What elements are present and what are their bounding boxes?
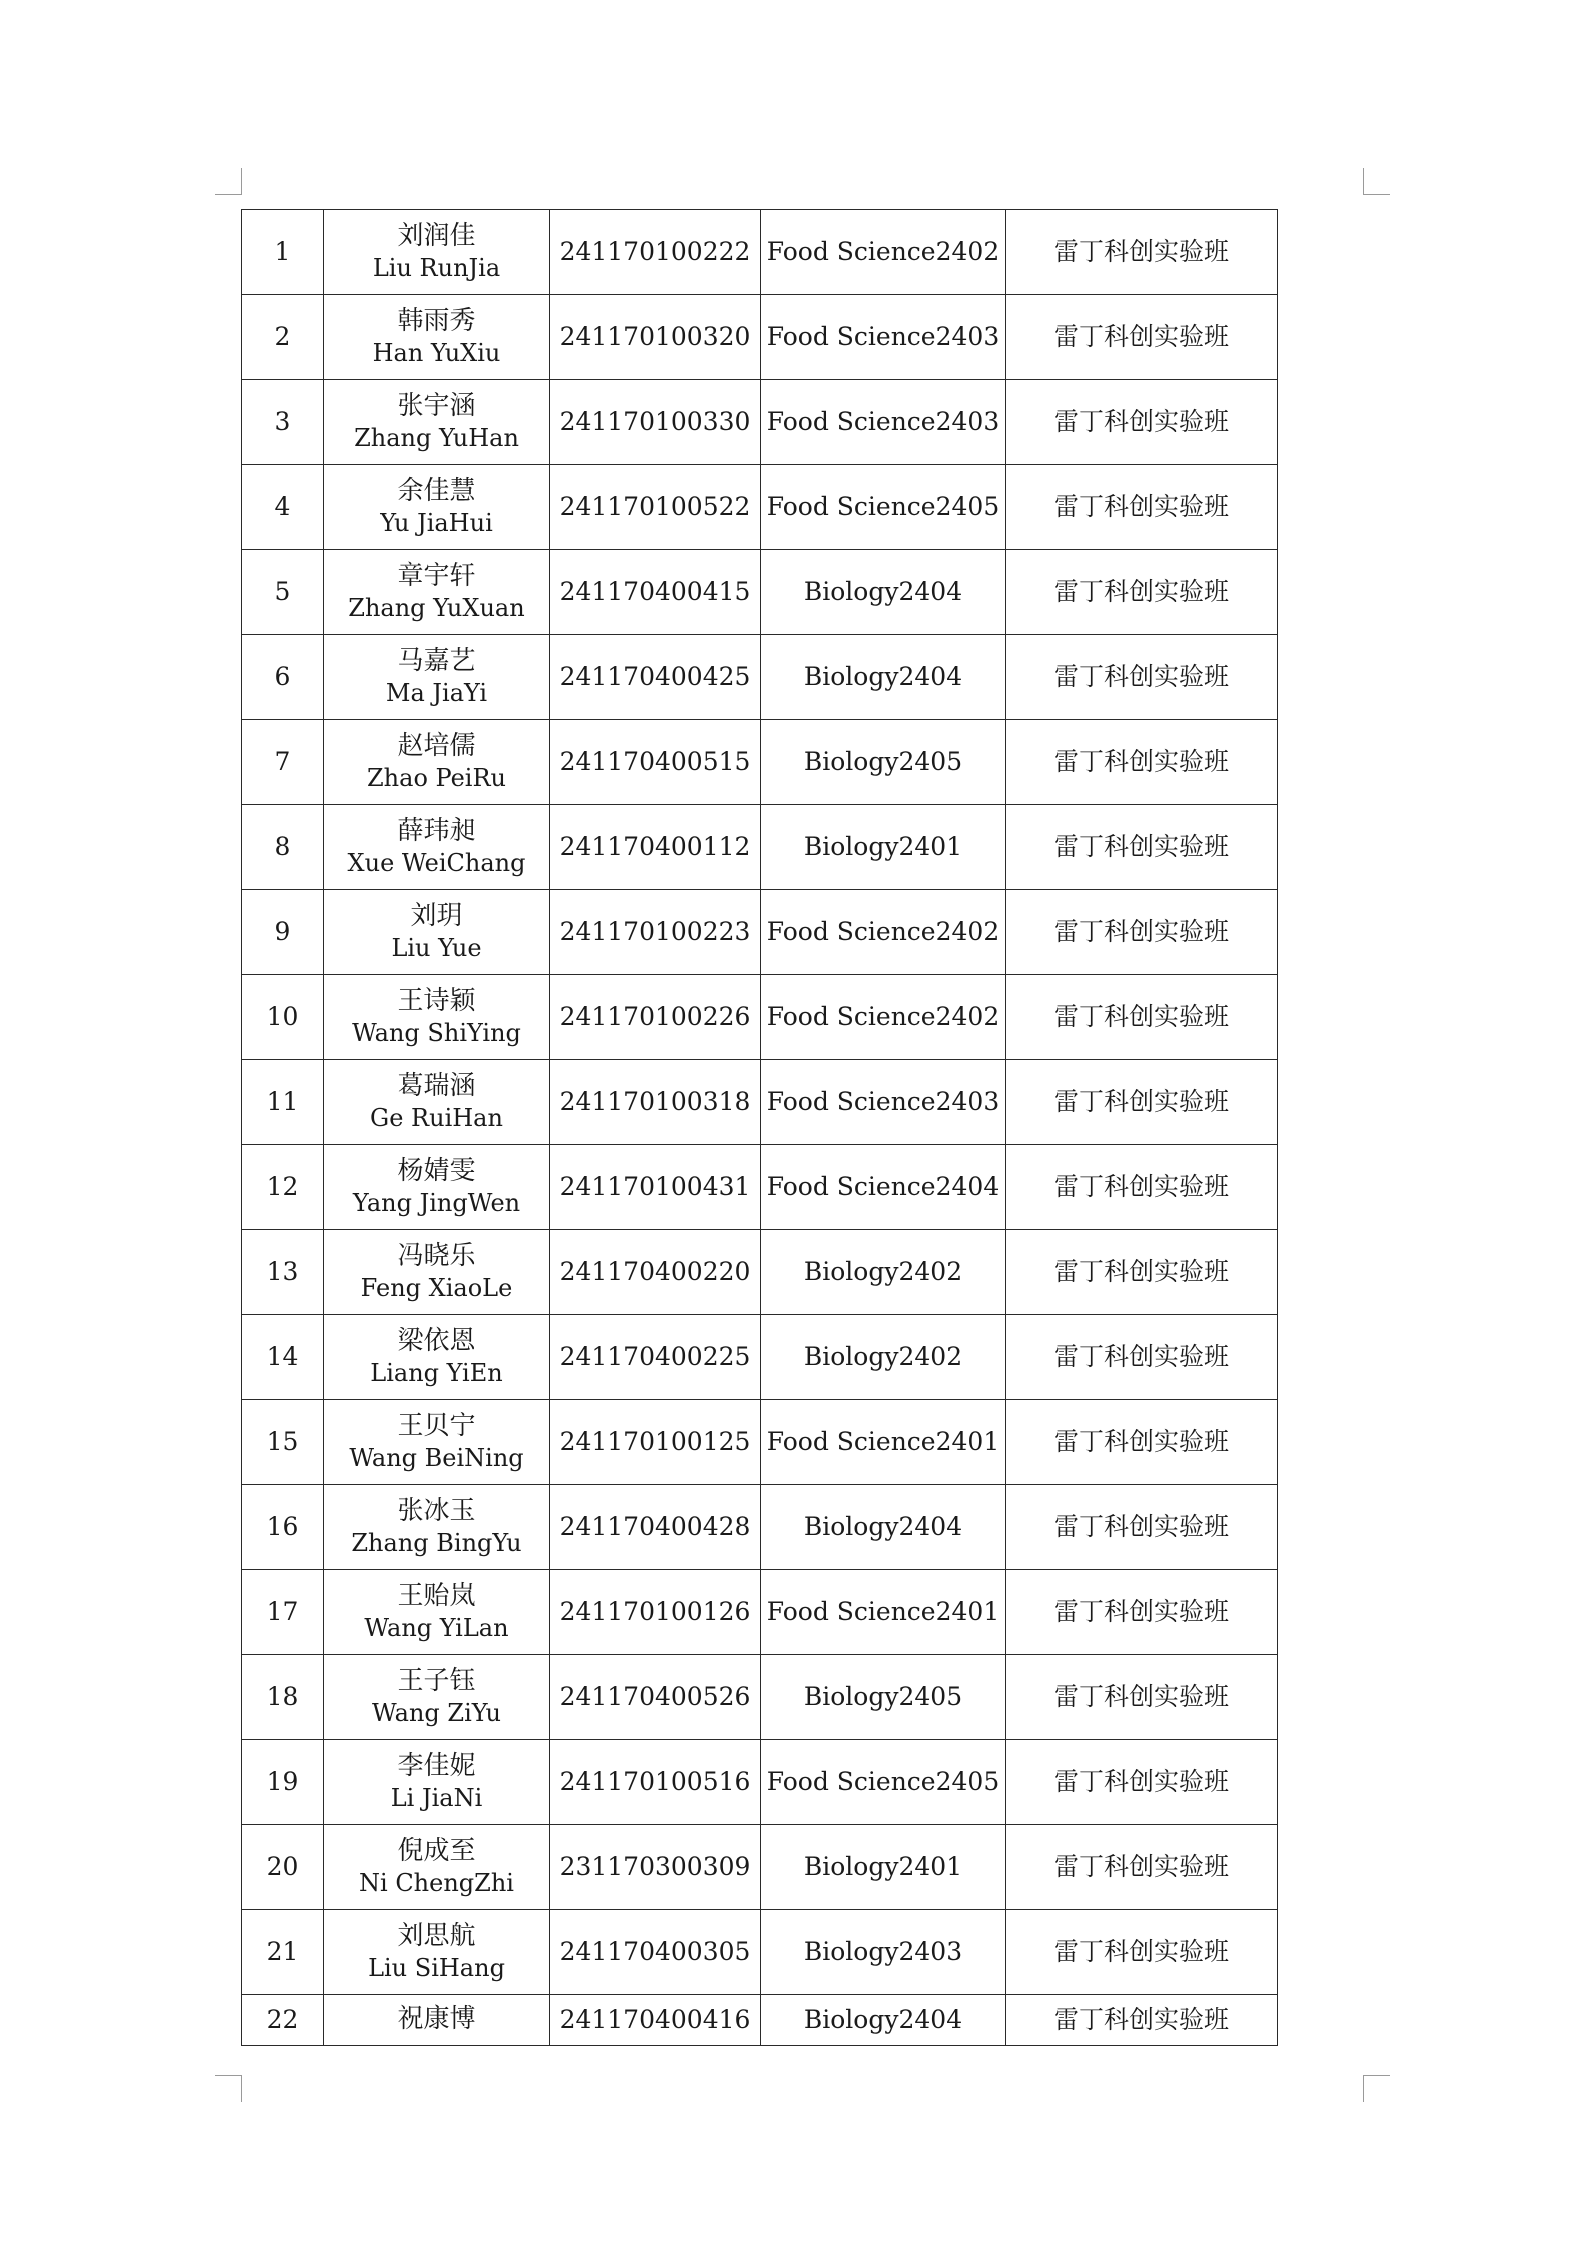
class-name: Biology2405 [761, 720, 1006, 805]
row-number: 16 [242, 1485, 324, 1570]
table-row [242, 1400, 1278, 1485]
program-name: 雷丁科创实验班 [1006, 890, 1278, 975]
row-number: 13 [242, 1230, 324, 1315]
table-row [242, 1145, 1278, 1230]
table-row [242, 1910, 1278, 1995]
class-name: Biology2402 [761, 1315, 1006, 1400]
student-id: 241170400416 [550, 1995, 761, 2046]
row-number: 17 [242, 1570, 324, 1655]
student-name-chinese: 马嘉艺 [397, 645, 476, 676]
student-name-english: Wang ZiYu [372, 1699, 501, 1728]
class-name: Food Science2402 [761, 890, 1006, 975]
program-name: 雷丁科创实验班 [1006, 1825, 1278, 1910]
student-name-cell [324, 1995, 550, 2046]
student-name-cell [324, 1400, 550, 1485]
student-name-english: Yu JiaHui [380, 509, 493, 538]
student-name-chinese: 梁依恩 [397, 1325, 476, 1356]
program-name: 雷丁科创实验班 [1006, 805, 1278, 890]
student-name-cell [324, 380, 550, 465]
table-row [242, 890, 1278, 975]
class-name: Biology2404 [761, 550, 1006, 635]
student-name-chinese: 倪成至 [397, 1835, 476, 1866]
row-number: 15 [242, 1400, 324, 1485]
student-id: 241170100320 [550, 295, 761, 380]
student-name-english: Feng XiaoLe [360, 1274, 513, 1303]
table-row [242, 1655, 1278, 1740]
student-id: 241170100431 [550, 1145, 761, 1230]
student-name-english: Wang BeiNing [349, 1444, 524, 1473]
student-name-chinese: 刘思航 [397, 1920, 476, 1951]
student-id: 231170300309 [550, 1825, 761, 1910]
class-name: Food Science2403 [761, 380, 1006, 465]
student-name-cell [324, 890, 550, 975]
student-name-english: Liu SiHang [368, 1954, 505, 1983]
table-row [242, 720, 1278, 805]
class-name: Food Science2402 [761, 210, 1006, 295]
student-id: 241170100516 [550, 1740, 761, 1825]
student-name-english: Zhang YuHan [354, 424, 519, 453]
row-number: 10 [242, 975, 324, 1060]
student-name-chinese: 张宇涵 [397, 390, 476, 421]
program-name: 雷丁科创实验班 [1006, 1145, 1278, 1230]
table-row [242, 1315, 1278, 1400]
student-id: 241170400526 [550, 1655, 761, 1740]
student-name-cell [324, 1910, 550, 1995]
table-row [242, 380, 1278, 465]
class-name: Biology2401 [761, 805, 1006, 890]
student-id: 241170400305 [550, 1910, 761, 1995]
student-name-english: Li JiaNi [390, 1784, 483, 1813]
crop-mark-bottom-right [1363, 2075, 1390, 2102]
student-name-cell [324, 550, 550, 635]
table-row [242, 1740, 1278, 1825]
class-name: Food Science2403 [761, 295, 1006, 380]
program-name: 雷丁科创实验班 [1006, 1655, 1278, 1740]
student-name-english: Wang ShiYing [352, 1019, 521, 1048]
row-number: 4 [242, 465, 324, 550]
student-name-chinese: 章宇轩 [397, 560, 476, 591]
student-name-cell [324, 805, 550, 890]
student-id: 241170100126 [550, 1570, 761, 1655]
class-name: Food Science2404 [761, 1145, 1006, 1230]
row-number: 2 [242, 295, 324, 380]
table-row [242, 210, 1278, 295]
student-name-english: Zhang YuXuan [348, 594, 525, 623]
table-row [242, 1060, 1278, 1145]
program-name: 雷丁科创实验班 [1006, 1485, 1278, 1570]
student-id: 241170100330 [550, 380, 761, 465]
student-id: 241170100226 [550, 975, 761, 1060]
program-name: 雷丁科创实验班 [1006, 1060, 1278, 1145]
class-name: Biology2402 [761, 1230, 1006, 1315]
row-number: 20 [242, 1825, 324, 1910]
student-id: 241170100318 [550, 1060, 761, 1145]
student-id: 241170400425 [550, 635, 761, 720]
student-name-cell [324, 1315, 550, 1400]
student-name-chinese: 余佳慧 [397, 475, 476, 506]
crop-mark-bottom-left [215, 2075, 242, 2102]
student-id: 241170400415 [550, 550, 761, 635]
program-name: 雷丁科创实验班 [1006, 635, 1278, 720]
class-name: Food Science2405 [761, 1740, 1006, 1825]
student-name-english: Zhang BingYu [351, 1529, 522, 1558]
row-number: 11 [242, 1060, 324, 1145]
student-name-english: Yang JingWen [352, 1189, 521, 1218]
student-name-chinese: 祝康博 [397, 2004, 476, 2035]
student-id: 241170400225 [550, 1315, 761, 1400]
program-name: 雷丁科创实验班 [1006, 295, 1278, 380]
table-row [242, 295, 1278, 380]
student-name-cell [324, 635, 550, 720]
row-number: 9 [242, 890, 324, 975]
row-number: 14 [242, 1315, 324, 1400]
table-row [242, 975, 1278, 1060]
class-name: Biology2405 [761, 1655, 1006, 1740]
student-name-chinese: 冯晓乐 [397, 1240, 476, 1271]
class-name: Food Science2401 [761, 1400, 1006, 1485]
student-name-english: Ma JiaYi [385, 679, 488, 708]
student-id: 241170100223 [550, 890, 761, 975]
row-number: 22 [242, 1995, 324, 2046]
row-number: 21 [242, 1910, 324, 1995]
student-name-chinese: 葛瑞涵 [397, 1070, 476, 1101]
class-name: Biology2404 [761, 1995, 1006, 2046]
student-name-cell [324, 1655, 550, 1740]
student-name-cell [324, 465, 550, 550]
class-name: Food Science2402 [761, 975, 1006, 1060]
student-name-chinese: 王诗颖 [397, 985, 476, 1016]
row-number: 7 [242, 720, 324, 805]
student-name-chinese: 薛玮昶 [397, 815, 476, 846]
program-name: 雷丁科创实验班 [1006, 1230, 1278, 1315]
row-number: 8 [242, 805, 324, 890]
row-number: 3 [242, 380, 324, 465]
student-name-chinese: 张冰玉 [397, 1495, 476, 1526]
table-row [242, 1485, 1278, 1570]
row-number: 5 [242, 550, 324, 635]
student-name-english: Liu Yue [391, 934, 482, 963]
program-name: 雷丁科创实验班 [1006, 1400, 1278, 1485]
student-name-cell [324, 1570, 550, 1655]
class-name: Food Science2401 [761, 1570, 1006, 1655]
table-row [242, 1825, 1278, 1910]
program-name: 雷丁科创实验班 [1006, 975, 1278, 1060]
table-row [242, 1995, 1278, 2046]
student-name-cell [324, 295, 550, 380]
program-name: 雷丁科创实验班 [1006, 550, 1278, 635]
student-name-chinese: 刘玥 [410, 900, 463, 931]
program-name: 雷丁科创实验班 [1006, 1570, 1278, 1655]
program-name: 雷丁科创实验班 [1006, 1315, 1278, 1400]
student-name-chinese: 杨婧雯 [397, 1155, 476, 1186]
program-name: 雷丁科创实验班 [1006, 1740, 1278, 1825]
class-name: Biology2403 [761, 1910, 1006, 1995]
student-name-english: Zhao PeiRu [367, 764, 506, 793]
class-name: Biology2404 [761, 635, 1006, 720]
student-name-cell [324, 1145, 550, 1230]
row-number: 19 [242, 1740, 324, 1825]
row-number: 6 [242, 635, 324, 720]
student-id: 241170400112 [550, 805, 761, 890]
table-row [242, 635, 1278, 720]
student-name-english: Xue WeiChang [347, 849, 526, 878]
table-row [242, 805, 1278, 890]
student-name-english: Liu RunJia [372, 254, 501, 283]
program-name: 雷丁科创实验班 [1006, 1910, 1278, 1995]
program-name: 雷丁科创实验班 [1006, 380, 1278, 465]
row-number: 1 [242, 210, 324, 295]
program-name: 雷丁科创实验班 [1006, 465, 1278, 550]
program-name: 雷丁科创实验班 [1006, 210, 1278, 295]
student-name-cell [324, 720, 550, 805]
student-name-english: Ge RuiHan [370, 1104, 503, 1133]
student-id: 241170100522 [550, 465, 761, 550]
class-name: Food Science2403 [761, 1060, 1006, 1145]
student-name-chinese: 刘润佳 [397, 220, 476, 251]
class-name: Biology2404 [761, 1485, 1006, 1570]
roster-body [242, 210, 1278, 2046]
student-name-english: Liang YiEn [370, 1359, 503, 1388]
student-name-chinese: 韩雨秀 [397, 305, 476, 336]
crop-mark-top-right [1363, 168, 1390, 195]
table-row [242, 465, 1278, 550]
student-name-cell [324, 1060, 550, 1145]
crop-mark-top-left [215, 168, 242, 195]
table-row [242, 1230, 1278, 1315]
student-name-english: Wang YiLan [364, 1614, 509, 1643]
class-name: Food Science2405 [761, 465, 1006, 550]
student-id: 241170400220 [550, 1230, 761, 1315]
student-name-english: Ni ChengZhi [359, 1869, 514, 1898]
student-name-cell [324, 210, 550, 295]
student-id: 241170400515 [550, 720, 761, 805]
table-row [242, 550, 1278, 635]
program-name: 雷丁科创实验班 [1006, 1995, 1278, 2046]
student-name-cell [324, 1485, 550, 1570]
student-name-english: Han YuXiu [372, 339, 501, 368]
student-name-chinese: 李佳妮 [397, 1750, 476, 1781]
student-name-cell [324, 1230, 550, 1315]
student-name-cell [324, 975, 550, 1060]
row-number: 18 [242, 1655, 324, 1740]
student-name-chinese: 赵培儒 [397, 730, 476, 761]
student-name-cell [324, 1740, 550, 1825]
program-name: 雷丁科创实验班 [1006, 720, 1278, 805]
student-name-chinese: 王贻岚 [397, 1580, 476, 1611]
row-number: 12 [242, 1145, 324, 1230]
student-name-chinese: 王子钰 [397, 1665, 476, 1696]
student-name-cell [324, 1825, 550, 1910]
student-roster-table [241, 209, 1278, 2046]
student-id: 241170100222 [550, 210, 761, 295]
class-name: Biology2401 [761, 1825, 1006, 1910]
table-row [242, 1570, 1278, 1655]
student-id: 241170400428 [550, 1485, 761, 1570]
student-id: 241170100125 [550, 1400, 761, 1485]
student-name-chinese: 王贝宁 [397, 1410, 476, 1441]
